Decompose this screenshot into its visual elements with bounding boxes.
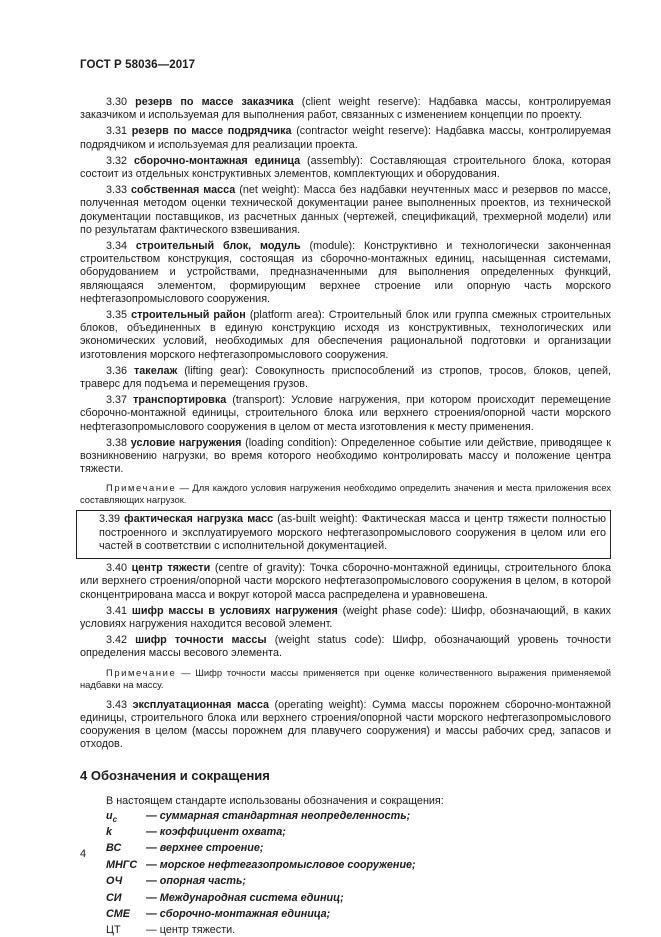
term-number: 3.34 [106, 240, 128, 253]
term-definition: (module): Конструктивно и технологически законченная строительством конструкция, состоящая из сборочно-монтажных единиц, насыщенная системами, оборудованием и устройствами, предназначенными для выполнения определенных функций, являющаяся элементом, формирующим верхнее строение или опорную часть морского нефтегазопромыслового сооружения. [80, 240, 612, 305]
section-4-intro: В настоящем стандарте использованы обозначения и сокращения: [106, 794, 444, 807]
terms-list-2 [80, 562, 611, 660]
abbreviation-key: СМЕ [106, 907, 130, 920]
term-definition: (contractor weight reserve): Надбавка массы, контролируемая подрядчиком и используемая для реализации проекта. [80, 125, 612, 151]
abbreviation-key: ОЧ [106, 875, 123, 888]
abbreviation-row [106, 924, 611, 937]
term-number: 3.41 [106, 604, 128, 617]
term-paragraph [80, 125, 611, 151]
abbreviation-row [106, 859, 611, 875]
abbreviation-definition: — центр тяжести. [146, 924, 236, 937]
term-definition: (client weight reserve): Надбавка массы, контролируемая заказчиком и используемая для выполнения работ, связанных с изменением концепции по проекту. [80, 96, 611, 122]
term-number: 3.40 [106, 562, 128, 575]
term-definition: (transport): Условие нагружения, при котором происходит перемещение сборочно-монтажной единицы, строительного блока или верхнего строения/опорной части морского нефтегазопромыслового сооружения в целом от места изготовления к месту применения. [80, 394, 611, 433]
abbreviation-row [106, 826, 611, 842]
term-paragraph [80, 437, 611, 477]
term-name: такелаж [134, 364, 178, 377]
term-paragraph [80, 634, 611, 660]
term-definition: (weight status code): Шифр, обозначающий уровень точности определения массы весового элемента. [80, 634, 612, 660]
abbreviation-row [106, 842, 611, 858]
term-definition: (net weight): Масса без надбавки неучтенных масс и резервов по массе, полученная методом оценки технической документации ранее выполненных проектов, из технической документации поставщиков, из расчетных данных (чертежей, спецификаций, трехмерной модели) или по результатам фактического взвешивания. [80, 184, 612, 236]
term-number: 3.30 [106, 96, 128, 108]
term-name: сборочно-монтажная единица [133, 154, 301, 167]
term-number: 3.33 [106, 184, 128, 197]
page-number: 4 [80, 848, 87, 860]
term-paragraph [80, 240, 611, 306]
term-definition: (assembly): Составляющая строительного блока, которая состоит из отдельных конструктивных элементов, комплектующих и оборудования. [80, 154, 611, 181]
note-label: Примечание [106, 666, 177, 678]
term-name: фактическая нагрузка масс [124, 513, 274, 526]
term-number: 3.31 [106, 125, 128, 138]
abbreviation-row [106, 892, 611, 908]
term-definition: (platform area): Строительный блок или группа смежных строительных блоков, объединенных в единую конструкцию исходя из конструктивных, технологических или экономических условий, необходимых для обеспечения рациональной подготовки и организации изготовления морского нефтегазопромыслового сооружения. [80, 309, 612, 361]
term-name: резерв по массе подрядчика [131, 125, 292, 138]
abbreviation-key: ВС [106, 842, 122, 855]
abbreviation-row [106, 810, 611, 826]
term-number: 3.35 [106, 309, 128, 322]
abbreviation-definition: — сборочно-монтажная единица; [146, 907, 331, 920]
abbreviation-key: k [106, 826, 113, 839]
term-paragraph [80, 184, 611, 237]
abbreviation-definition: — опорная часть; [146, 875, 246, 888]
boxed-term [76, 510, 611, 559]
abbreviation-definition: — коэффициент охвата; [146, 826, 286, 839]
abbreviation-definition: — морское нефтегазопромысловое сооружение; [146, 858, 416, 871]
term-name: строительный блок, модуль [135, 240, 301, 253]
term-name: строительный район [131, 309, 246, 322]
term-paragraph [80, 309, 611, 362]
abbreviations-list [80, 810, 611, 925]
term-number: 3.38 [106, 436, 128, 449]
term-name: резерв по массе заказчика [135, 96, 294, 108]
note-1 [80, 482, 611, 506]
term-paragraph [99, 513, 606, 553]
term-name: транспортировка [133, 394, 227, 407]
term-definition: (centre of gravity): Точка сборочно-монтажной единицы, строительного блока или верхнего строения/опорной части морского нефтегазопромыслового сооружения в целом, в которой сконцентрирована масса и вокруг которой масса распределена и уравновешена. [80, 562, 611, 601]
term-definition: (lifting gear): Совокупность приспособлений из стропов, тросов, блоков, цепей, траверс для подъема и перемещения грузов. [80, 364, 611, 391]
abbreviation-key: ЦТ [106, 924, 121, 937]
section-4-title: 4 Обозначения и сокращения [80, 768, 270, 784]
term-name: шифр точности массы [135, 634, 267, 647]
term-name: шифр массы в условиях нагружения [131, 604, 338, 617]
note-2 [80, 667, 611, 691]
term-number: 3.37 [106, 394, 128, 407]
abbreviation-key: СИ [106, 891, 122, 904]
term-paragraph [80, 96, 611, 122]
abbreviation-key: $u_c$ [106, 809, 118, 824]
term-paragraph [80, 699, 611, 752]
document-body [80, 96, 611, 937]
abbreviation-key: МНГС [106, 858, 138, 871]
note-text: — Для каждого условия нагружения необходимо определить значения и места приложения всех составляющих нагрузок. [80, 482, 611, 506]
terms-list-1 [80, 96, 611, 476]
term-definition: (as-built weight): Фактическая масса и центр тяжести полностью построенного и эксплуатируемого морского нефтегазопромыслового сооружения в целом или его частей в соответствии с исполнительной документацией. [99, 513, 606, 552]
abbreviation-row [106, 875, 611, 891]
term-number: 3.43 [106, 698, 128, 711]
term-paragraph [80, 155, 611, 181]
term-definition: (operating weight): Сумма массы порожнем сборочно-монтажной единицы, строительного блока или верхнего строения/опорной части морского нефтегазопромыслового сооружения в целом (массы порожнем для плавучего сооружения) и массы рабочих сред, запасов и отходов. [80, 698, 612, 751]
term-name: условие нагружения [130, 436, 242, 449]
abbreviation-definition: — Международная система единиц; [146, 891, 344, 904]
abbreviation-definition: — верхнее строение; [146, 842, 264, 855]
abbreviation-definition: — суммарная стандартная неопределенность; [146, 809, 411, 822]
term-number: 3.32 [106, 154, 128, 167]
term-definition: (weight phase code): Шифр, обозначающий, в каких условиях нагружения находится весовой элемент. [80, 604, 612, 630]
document-header: ГОСТ Р 58036—2017 [80, 59, 196, 71]
term-number: 3.42 [106, 634, 128, 647]
term-paragraph [80, 605, 611, 631]
term-paragraph [80, 394, 611, 434]
abbreviation-row [106, 908, 611, 924]
term-name: собственная масса [131, 184, 236, 197]
term-number: 3.39 [99, 513, 121, 526]
note-label: Примечание [106, 482, 177, 494]
term-name: эксплуатационная масса [132, 698, 269, 711]
note-text: — Шифр точности массы применяется при оценке количественного выражения применяемой надбавки на массу. [80, 666, 611, 690]
term-definition: (loading condition): Определенное событие или действие, приводящее к возникновению нагрузки, во время которого необходимо контролировать массу и положение центра тяжести. [80, 436, 611, 476]
term-name: центр тяжести [131, 562, 211, 575]
term-paragraph [80, 365, 611, 391]
term-paragraph [80, 562, 611, 602]
term-number: 3.36 [106, 364, 128, 377]
